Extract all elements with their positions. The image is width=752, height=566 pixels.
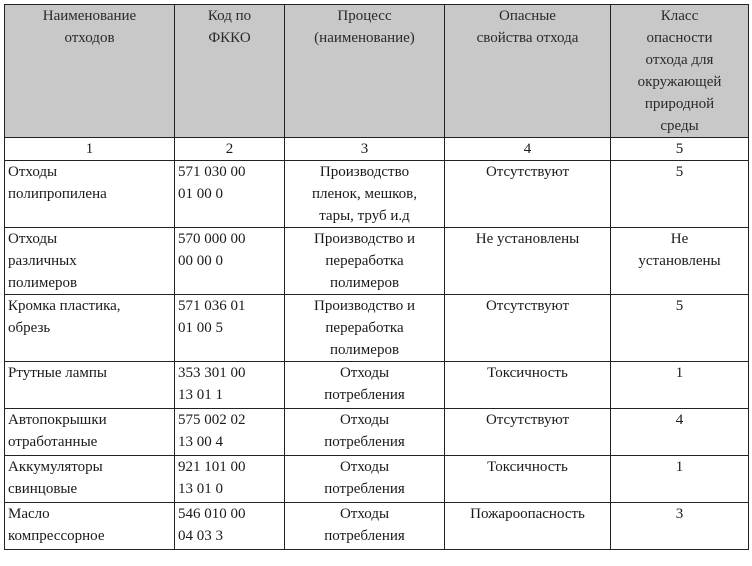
hazard-cell: Отсутствуют [445, 295, 611, 362]
waste-name-cell: Отходы различных полимеров [5, 228, 175, 295]
waste-table [4, 4, 749, 550]
hazard-class-cell: 4 [611, 409, 749, 456]
hazard-class-cell: 5 [611, 295, 749, 362]
table-row [5, 409, 749, 456]
hazard-class-cell: 3 [611, 503, 749, 550]
table-row [5, 161, 749, 228]
column-number: 3 [285, 138, 445, 161]
column-number: 2 [175, 138, 285, 161]
hazard-class-cell: 1 [611, 362, 749, 409]
hazard-cell: Токсичность [445, 362, 611, 409]
hazard-cell: Отсутствуют [445, 161, 611, 228]
process-cell: Производство и переработка полимеров [285, 228, 445, 295]
hazard-cell: Отсутствуют [445, 409, 611, 456]
fkko-code-cell: 921 101 00 13 01 0 [175, 456, 285, 503]
hazard-cell: Не установлены [445, 228, 611, 295]
fkko-code-cell: 571 036 01 01 00 5 [175, 295, 285, 362]
process-cell: Отходы потребления [285, 409, 445, 456]
header-hazard-class: Класс опасности отхода для окружающей природной среды [611, 5, 749, 138]
hazard-cell: Пожароопасность [445, 503, 611, 550]
waste-name-cell: Масло компрессорное [5, 503, 175, 550]
fkko-code-cell: 570 000 00 00 00 0 [175, 228, 285, 295]
waste-name-cell: Отходы полипропилена [5, 161, 175, 228]
table-row [5, 362, 749, 409]
process-cell: Отходы потребления [285, 503, 445, 550]
hazard-class-cell: 5 [611, 161, 749, 228]
waste-name-cell: Автопокрышки отработанные [5, 409, 175, 456]
table-row [5, 295, 749, 362]
header-row [5, 5, 749, 138]
fkko-code-cell: 571 030 00 01 00 0 [175, 161, 285, 228]
hazard-cell: Токсичность [445, 456, 611, 503]
hazard-class-cell: Не установлены [611, 228, 749, 295]
fkko-code-cell: 546 010 00 04 03 3 [175, 503, 285, 550]
header-fkko-code: Код по ФККО [175, 5, 285, 138]
process-cell: Отходы потребления [285, 362, 445, 409]
process-cell: Отходы потребления [285, 456, 445, 503]
header-process: Процесс (наименование) [285, 5, 445, 138]
fkko-code-cell: 353 301 00 13 01 1 [175, 362, 285, 409]
waste-name-cell: Ртутные лампы [5, 362, 175, 409]
waste-name-cell: Аккумуляторы свинцовые [5, 456, 175, 503]
table-row [5, 503, 749, 550]
table-row [5, 228, 749, 295]
hazard-class-cell: 1 [611, 456, 749, 503]
column-number: 5 [611, 138, 749, 161]
fkko-code-cell: 575 002 02 13 00 4 [175, 409, 285, 456]
waste-name-cell: Кромка пластика, обрезь [5, 295, 175, 362]
process-cell: Производство и переработка полимеров [285, 295, 445, 362]
column-number-row [5, 138, 749, 161]
process-cell: Производство пленок, мешков, тары, труб и.д [285, 161, 445, 228]
header-hazard-properties: Опасные свойства отхода [445, 5, 611, 138]
column-number: 1 [5, 138, 175, 161]
column-number: 4 [445, 138, 611, 161]
table-row [5, 456, 749, 503]
header-waste-name: Наименование отходов [5, 5, 175, 138]
